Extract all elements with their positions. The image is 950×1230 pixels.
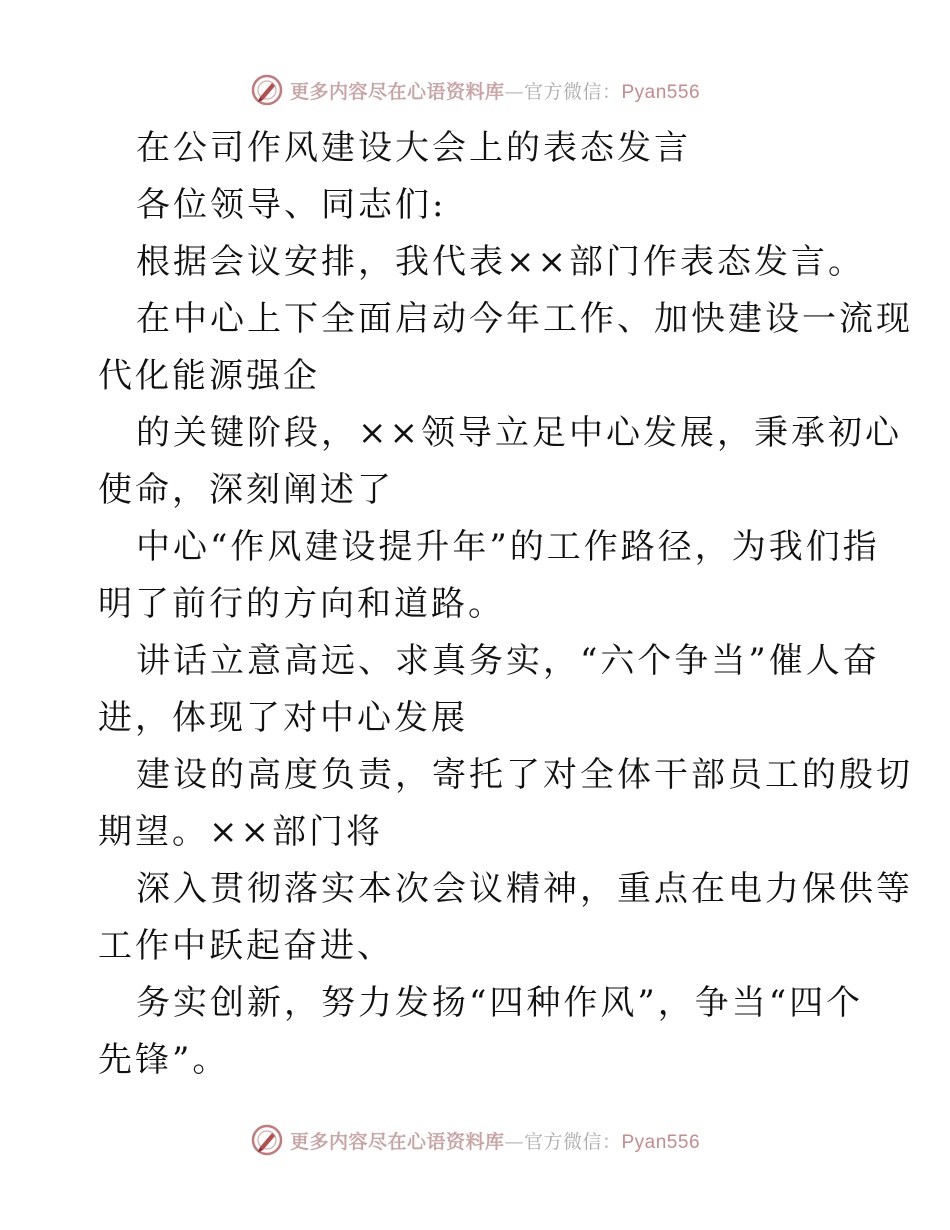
watermark-label: 官方微信： [523, 80, 622, 103]
watermark-main-text: 更多内容尽在心语资料库 [289, 80, 505, 103]
paragraph-line: 先锋”。 [98, 1040, 230, 1080]
watermark-text [290, 1127, 700, 1154]
watermark-account: Pyan556 [621, 81, 701, 103]
watermark-banner-bottom [0, 1120, 950, 1160]
paragraph-line: 在中心上下全面启动今年工作、加快建设一流现 [136, 299, 913, 339]
watermark-separator: — [504, 1130, 524, 1153]
document-body [98, 120, 913, 1089]
document-title: 在公司作风建设大会上的表态发言 [136, 128, 691, 168]
pen-nib-circle-icon [250, 1123, 284, 1157]
watermark-main-text: 更多内容尽在心语资料库 [289, 1130, 505, 1153]
paragraph-line: 的关键阶段，××领导立足中心发展，秉承初心 [136, 413, 902, 453]
paragraph-line: 进，体现了对中心发展 [98, 698, 468, 738]
paragraph-line: 建设的高度负责，寄托了对全体干部员工的殷切 [136, 755, 913, 795]
salutation: 各位领导、同志们: [136, 185, 447, 225]
paragraph-line: 讲话立意高远、求真务实，“六个争当”催人奋 [136, 641, 880, 681]
paragraph-line: 代化能源强企 [98, 356, 320, 396]
paragraph-line: 使命，深刻阐述了 [98, 470, 394, 510]
paragraph-line: 工作中跃起奋进、 [98, 926, 394, 966]
watermark-account: Pyan556 [621, 1131, 701, 1153]
pen-nib-circle-icon [250, 73, 284, 107]
paragraph-line: 务实创新，努力发扬“四种作风”，争当“四个 [136, 983, 864, 1023]
paragraph-line: 中心“作风建设提升年”的工作路径，为我们指 [136, 527, 880, 567]
paragraph-line: 期望。××部门将 [98, 812, 383, 852]
watermark-label: 官方微信： [523, 1130, 622, 1153]
paragraph-line: 根据会议安排，我代表××部门作表态发言。 [136, 242, 865, 282]
paragraph-line: 明了前行的方向和道路。 [98, 584, 505, 624]
watermark-text [290, 77, 700, 104]
watermark-separator: — [504, 80, 524, 103]
paragraph-line: 深入贯彻落实本次会议精神，重点在电力保供等 [136, 869, 913, 909]
watermark-banner-top [0, 70, 950, 110]
